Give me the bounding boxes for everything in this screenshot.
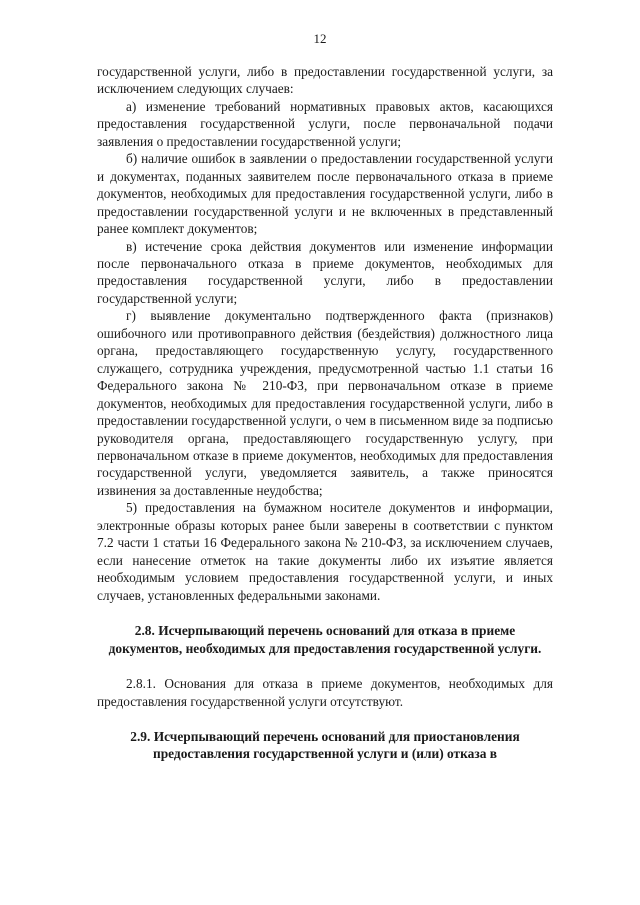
page-number: 12 (313, 31, 327, 46)
document-body (97, 63, 553, 763)
paragraph-item-b: б) наличие ошибок в заявлении о предоставлении государственной услуги и документах, поданных заявителем после первоначального отказа в приеме документов, необходимых для предоставления государственной услуги, либо в предоставлении государственной услуги и не включенных в представленный ранее комплект документов; (97, 151, 553, 237)
paragraph-continuation: государственной услуги, либо в предоставлении государственной услуги, за исключением следующих случаев: (97, 64, 553, 97)
paragraph-item-g: г) выявление документально подтвержденного факта (признаков) ошибочного или противоправного действия (бездействия) должностного лица органа, предоставляющего государственную услугу, государственного служащего, сотрудника учреждения, предусмотренной частью 1.1 статьи 16 Федерального закона № 210-ФЗ, при первоначальном отказе в приеме документов, необходимых для предоставления государственной услуги, либо в предоставлении государственной услуги, о чем в письменном виде за подписью руководителя органа, предоставляющего государственную услугу, при первоначальном отказе в приеме документов, необходимых для предоставления государственной услуги, уведомляется заявитель, а также приносятся извинения за доставленные неудобства; (97, 308, 553, 498)
section-2-9-heading: 2.9. Исчерпывающий перечень оснований для приостановления предоставления государственной услуги и (или) отказа в (130, 728, 520, 762)
paragraph-item-a: а) изменение требований нормативных правовых актов, касающихся предоставления государственной услуги, после первоначальной подачи заявления о предоставлении государственной услуги; (97, 98, 553, 149)
paragraph-item-5: 5) предоставления на бумажном носителе документов и информации, электронные образы которых ранее были заверены в соответствии с пунктом 7.2 части 1 статьи 16 Федерального закона № 210-ФЗ, за исключением случаев, если нанесение отметок на такие документы либо их изъятие является необходимым условием предоставления государственной услуги, и иных случаев, установленных федеральными законами. (97, 500, 553, 603)
section-2-8-1-text: 2.8.1. Основания для отказа в приеме документов, необходимых для предоставления государственной услуги отсутствуют. (97, 676, 553, 709)
section-2-8-heading: 2.8. Исчерпывающий перечень оснований для отказа в приеме документов, необходимых для предоставления государственной услуги. (108, 623, 542, 656)
paragraph-item-v: в) истечение срока действия документов или изменение информации после первоначального отказа в приеме документов, необходимых для предоставления государственной услуги, либо в предоставлении государственной услуги; (97, 238, 553, 306)
